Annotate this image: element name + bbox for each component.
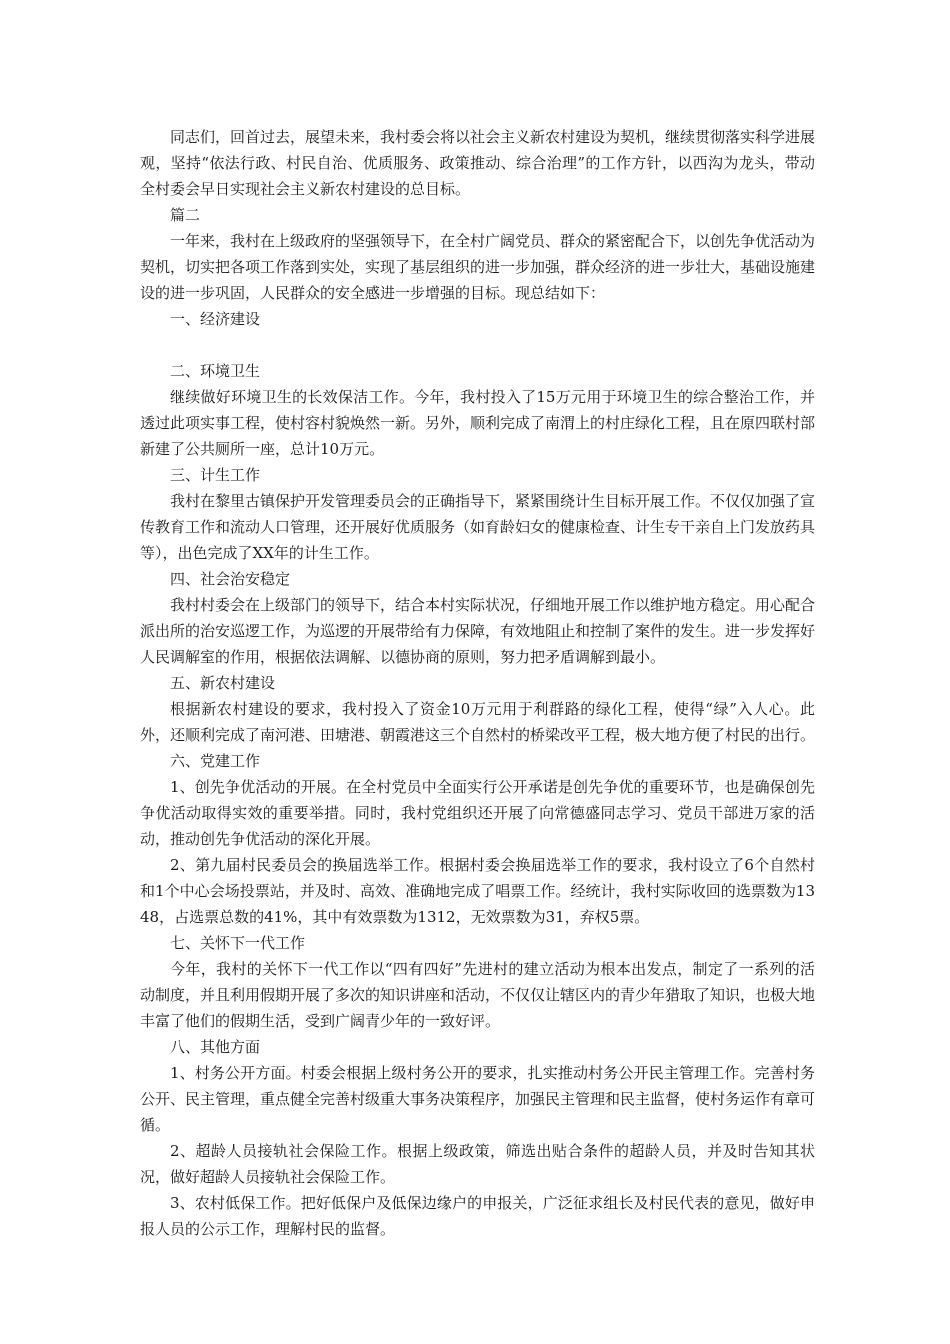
paragraph-intro: 一年来，我村在上级政府的坚强领导下，在全村广阔党员、群众的紧密配合下，以创先争优活动为契机，切实把各项工作落到实处，实现了基层组织的进一步加强，群众经济的进一步壮大，基础设施建设的进一步巩固，人民群众的安全感进一步增强的目标。现总结如下： (140, 232, 816, 302)
paragraph-other-2: 2、超龄人员接轨社会保险工作。根据上级政策，筛选出贴合条件的超龄人员，并及时告知其状况，做好超龄人员接轨社会保险工作。 (140, 1142, 815, 1186)
heading-public-security: 四、社会治安稳定 (170, 570, 291, 588)
heading-economy: 一、经济建设 (170, 310, 261, 328)
paragraph-public-security: 我村村委会在上级部门的领导下，结合本村实际状况，仔细地开展工作以维护地方稳定。用心配合派出所的治安巡逻工作，为巡逻的开展带给有力保障，有效地阻止和控制了案件的发生。进一步发挥好人民调解室的作用，根据依法调解、以德协商的原则，努力把矛盾调解到最小。 (140, 596, 816, 666)
heading-next-generation: 七、关怀下一代工作 (170, 934, 306, 952)
paragraph-other-3: 3、农村低保工作。把好低保户及低保边缘户的申报关，广泛征求组长及村民代表的意见，做好申报人员的公示工作，理解村民的监督。 (140, 1194, 815, 1238)
paragraph-party-building-1: 1、创先争优活动的开展。在全村党员中全面实行公开承诺是创先争优的重要环节，也是确保创先争优活动取得实效的重要举措。同时，我村党组织还开展了向常德盛同志学习、党员干部进万家的活动，推动创先争优活动的深化开展。 (140, 778, 815, 848)
heading-family-planning: 三、计生工作 (170, 466, 261, 484)
blank-line (140, 332, 815, 358)
section-label-part-two: 篇二 (170, 206, 201, 224)
heading-environment: 二、环境卫生 (170, 362, 261, 380)
heading-new-countryside: 五、新农村建设 (170, 674, 276, 692)
paragraph-environment: 继续做好环境卫生的长效保洁工作。今年，我村投入了15万元用于环境卫生的综合整治工作，并透过此项实事工程，使村容村貌焕然一新。另外，顺利完成了南渭上的村庄绿化工程，且在原四联村部新建了公共厕所一座，总计10万元。 (140, 388, 816, 458)
paragraph-party-building-2: 2、第九届村民委员会的换届选举工作。根据村委会换届选举工作的要求，我村设立了6个自然村和1个中心会场投票站，并及时、高效、准确地完成了唱票工作。经统计，我村实际收回的选票数为1348，占选票总数的41%，其中有效票数为1312，无效票数为31，弃权5票。 (140, 856, 815, 926)
document-body (140, 124, 815, 1242)
paragraph-new-countryside: 根据新农村建设的要求，我村投入了资金10万元用于利群路的绿化工程，使得“绿”入人心。此外，还顺利完成了南河港、田塘港、朝霞港这三个自然村的桥梁改平工程，极大地方便了村民的出行。 (140, 700, 816, 744)
paragraph-closing: 同志们，回首过去，展望未来，我村委会将以社会主义新农村建设为契机，继续贯彻落实科学进展观，坚持“依法行政、村民自治、优质服务、政策推动、综合治理”的工作方针，以西沟为龙头，带动全村委会早日实现社会主义新农村建设的总目标。 (140, 128, 816, 198)
paragraph-next-generation: 今年，我村的关怀下一代工作以“四有四好”先进村的建立活动为根本出发点，制定了一系列的活动制度，并且利用假期开展了多次的知识讲座和活动，不仅仅让辖区内的青少年猎取了知识，也极大地丰富了他们的假期生活，受到广阔青少年的一致好评。 (140, 960, 816, 1030)
heading-other-aspects: 八、其他方面 (170, 1038, 261, 1056)
paragraph-family-planning: 我村在黎里古镇保护开发管理委员会的正确指导下，紧紧围绕计生目标开展工作。不仅仅加强了宣传教育工作和流动人口管理，还开展好优质服务（如育龄妇女的健康检查、计生专干亲自上门发放药具等），出色完成了XX年的计生工作。 (140, 492, 816, 562)
heading-party-building: 六、党建工作 (170, 752, 261, 770)
paragraph-other-1: 1、村务公开方面。村委会根据上级村务公开的要求，扎实推动村务公开民主管理工作。完善村务公开、民主管理，重点健全完善村级重大事务决策程序，加强民主管理和民主监督，使村务运作有章可循。 (140, 1064, 816, 1134)
